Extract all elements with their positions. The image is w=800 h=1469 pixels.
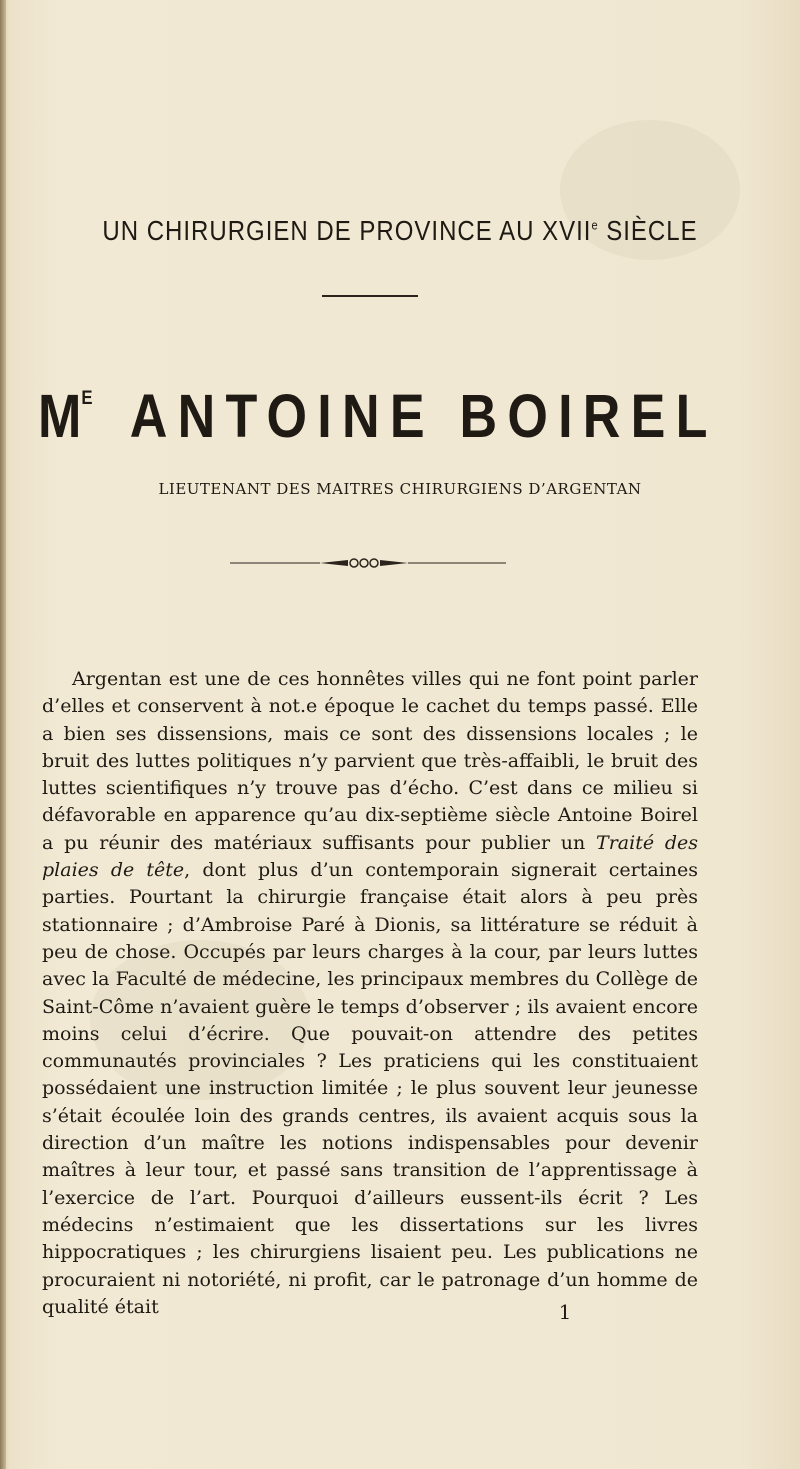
title-rule [322, 295, 418, 297]
title-name: ANTOINE BOIREL [129, 381, 718, 451]
page-number: 1 [558, 1300, 572, 1324]
ornament-divider [230, 556, 506, 570]
title-prefix: $M^E$ [38, 381, 93, 451]
running-title: UN CHIRURGIEN DE PROVINCE AU XVIIe SIÈCLE [102, 215, 698, 247]
body-text [42, 666, 698, 1321]
main-title [38, 358, 718, 456]
book-title-italic: Traité des plaies de tête [42, 831, 698, 882]
subtitle: LIEUTENANT DES MAITRES CHIRURGIENS D’ARGENTAN [158, 480, 642, 498]
paragraph: Argentan est une de ces honnêtes villes qui ne font point parler d’elles et conservent à not.e époque le cachet du temps passé. Elle a bien ses dissensions, mais ce sont des dissensions locales ; le bruit des luttes politiques n’y parvient que très-affaibli, le bruit des luttes scientifiques n’y trouve pas d’écho. C’est dans ce milieu si défavorable en apparence qu’au dix-septième siècle Antoine Boirel a pu réunir des matériaux suffisants pour publier un Traité des plaies de tête, dont plus d’un contemporain signerait certaines parties. Pourtant la chirurgie française était alors à peu près stationnaire ; d’Ambroise Paré à Dionis, sa littérature se réduit à peu de chose. Occupés par leurs charges à la cour, par leurs luttes avec la Faculté de médecine, les principaux membres du Collège de Saint-Côme n’avaient guère le temps d’observer ; ils avaient encore moins celui d’écrire. Que pouvait-on attendre des petites communautés provinciales ? Les praticiens qui les constituaient possédaient une instruction limitée ; le plus souvent leur jeunesse s’était écoulée loin des grands centres, ils avaient acquis sous la direction d’un maître les notions indispensables pour devenir maîtres à leur tour, et passé sans transition de l’apprentissage à l’exercice de l’art. Pourquoi d’ailleurs eussent-ils écrit ? Les médecins n’estimaient que les dissertations sur les livres hippocratiques ; les chirurgiens lisaient peu. Les publications ne procuraient ni notoriété, ni profit, car le patronage d’un homme de qualité était [42, 668, 698, 1318]
